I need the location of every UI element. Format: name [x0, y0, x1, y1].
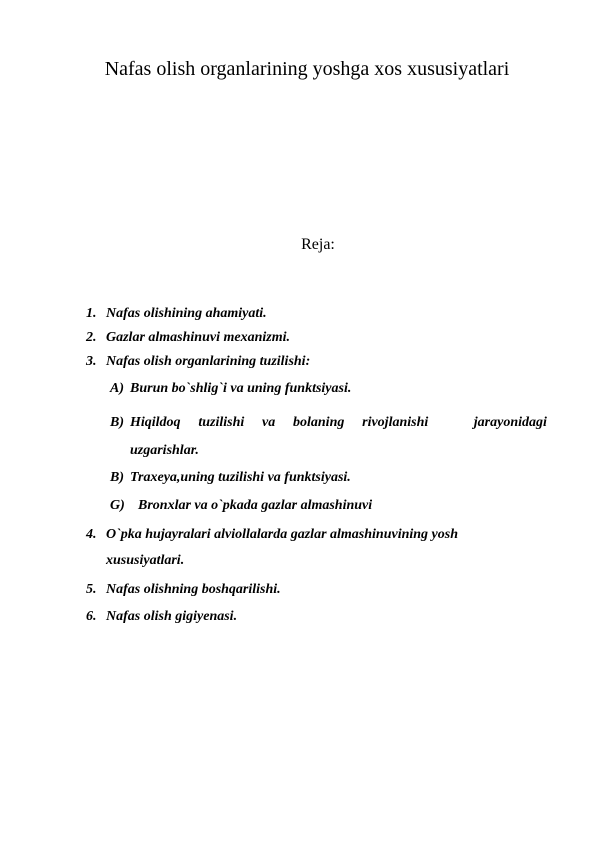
sub-item-label: A): [110, 381, 124, 396]
sub-item: Burun bo`shlig`i va uning funktsiyasi.: [130, 381, 352, 396]
sub-item-continuation: uzgarishlar.: [130, 443, 199, 458]
sub-item-label: G): [110, 498, 125, 513]
list-item-continuation: xususiyatlari.: [106, 553, 185, 568]
list-item: Nafas olishning boshqarilishi.: [106, 582, 281, 597]
list-item: Nafas olishining ahamiyati.: [106, 306, 267, 321]
sub-item: [130, 415, 547, 431]
plan-heading: Reja:: [301, 236, 335, 253]
list-item-number: 4.: [86, 527, 97, 542]
sub-item-word: va: [262, 415, 276, 430]
sub-item-word: rivojlanishi: [362, 415, 429, 430]
sub-item-word: bolaning: [293, 415, 345, 430]
list-item-number: 1.: [86, 306, 97, 321]
sub-item-word: jarayonidagi: [473, 415, 547, 430]
list-item-number: 3.: [86, 354, 97, 369]
list-item: Nafas olish organlarining tuzilishi:: [106, 354, 311, 369]
list-item: Nafas olish gigiyenasi.: [106, 609, 238, 624]
sub-item-label: B): [110, 415, 124, 430]
sub-item-label: B): [110, 470, 124, 485]
list-item-number: 5.: [86, 582, 97, 597]
sub-item: Bronxlar va o`pkada gazlar almashinuvi: [138, 498, 373, 513]
list-item-number: 2.: [86, 330, 97, 345]
sub-item-word: Hiqildoq: [130, 415, 181, 430]
document-title: Nafas olish organlarining yoshga xos xususiyatlari: [104, 58, 510, 80]
list-item: Gazlar almashinuvi mexanizmi.: [106, 330, 290, 345]
list-item-number: 6.: [86, 609, 97, 624]
sub-item: Traxeya,uning tuzilishi va funktsiyasi.: [130, 470, 351, 485]
sub-item-word: tuzilishi: [198, 415, 245, 430]
list-item: O`pka hujayralari alviollalarda gazlar almashinuvining yosh: [106, 527, 459, 542]
